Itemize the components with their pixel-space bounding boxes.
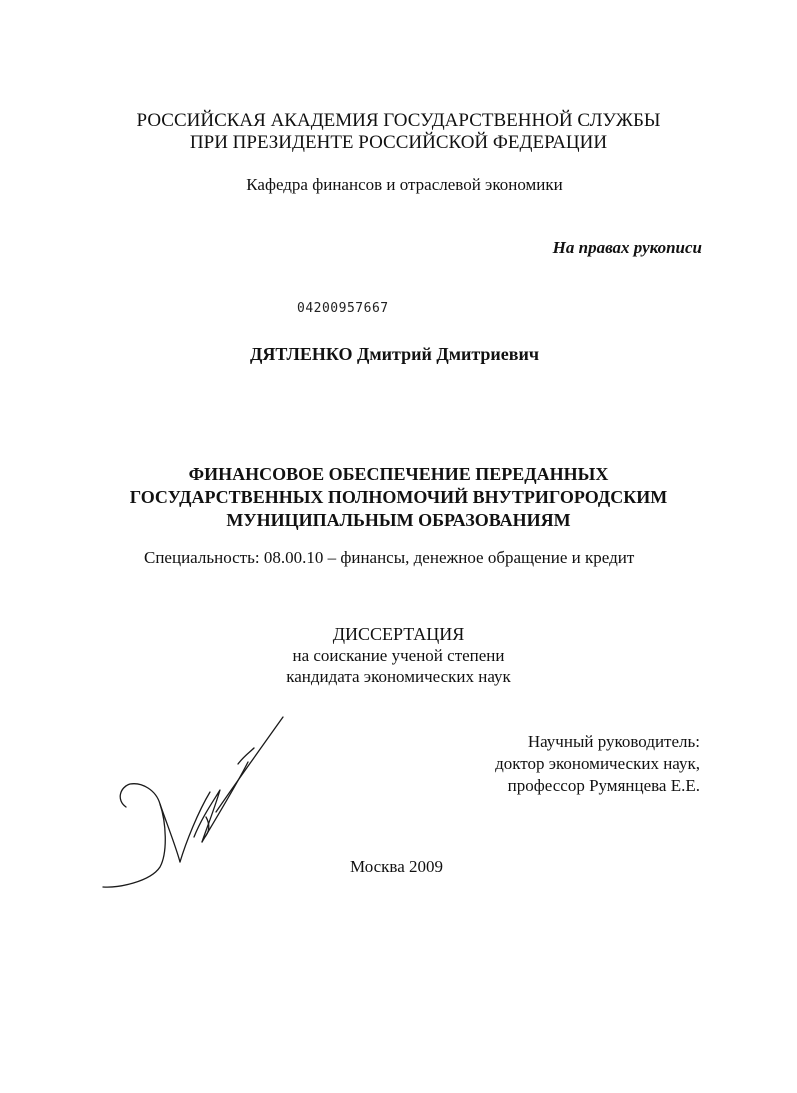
dissertation-type: ДИССЕРТАЦИЯ bbox=[332, 624, 465, 644]
dissertation-block bbox=[0, 624, 797, 687]
specialty: Специальность: 08.00.10 – финансы, денежное обращение и кредит bbox=[144, 548, 635, 567]
rights-notice: На правах рукописи bbox=[552, 238, 702, 257]
degree-line-2: кандидата экономических наук bbox=[286, 667, 511, 686]
author-name: ДЯТЛЕНКО Дмитрий Дмитриевич bbox=[250, 344, 540, 364]
degree-line-1: на соискание ученой степени bbox=[292, 646, 505, 665]
supervisor-degree: доктор экономических наук, bbox=[495, 754, 700, 773]
department-name: Кафедра финансов и отраслевой экономики bbox=[246, 175, 563, 194]
title-line-2: ГОСУДАРСТВЕННЫХ ПОЛНОМОЧИЙ ВНУТРИГОРОДСКИМ bbox=[129, 487, 668, 507]
institution-line-1: РОССИЙСКАЯ АКАДЕМИЯ ГОСУДАРСТВЕННОЙ СЛУЖБЫ bbox=[136, 110, 661, 131]
inventory-number: 04200957667 bbox=[297, 301, 389, 316]
institution-name bbox=[0, 110, 797, 154]
handwritten-signature bbox=[98, 712, 298, 897]
supervisor-label: Научный руководитель: bbox=[527, 732, 700, 751]
title-line-3: МУНИЦИПАЛЬНЫМ ОБРАЗОВАНИЯМ bbox=[226, 510, 571, 530]
supervisor-name: профессор Румянцева Е.Е. bbox=[507, 776, 700, 795]
title-line-1: ФИНАНСОВОЕ ОБЕСПЕЧЕНИЕ ПЕРЕДАННЫХ bbox=[188, 464, 609, 484]
city-year: Москва 2009 bbox=[350, 857, 444, 876]
dissertation-title bbox=[0, 463, 797, 532]
institution-line-2: ПРИ ПРЕЗИДЕНТЕ РОССИЙСКОЙ ФЕДЕРАЦИИ bbox=[189, 132, 608, 153]
supervisor-block bbox=[495, 731, 700, 797]
